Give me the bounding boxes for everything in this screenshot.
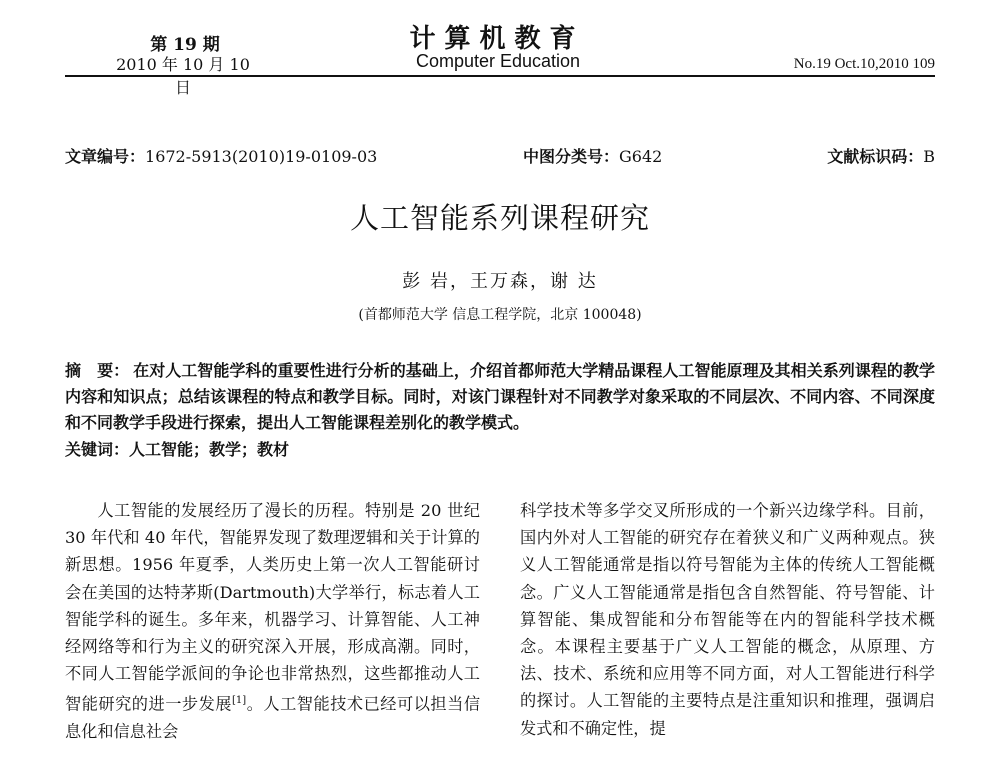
clc-label: 中图分类号：	[523, 147, 620, 166]
paper-affiliation: (首都师范大学 信息工程学院，北京 100048)	[358, 307, 642, 323]
body-paragraph: 科学技术等多学交叉所形成的一个新兴边缘学科。目前，国内外对人工智能的研究存在着狭义和广义两种观点。狭义人工智能通常是指以符号智能为主体的传统人工智能概念。广义人工智能通常是指包含自然智能、符号智能、计算智能、集成智能和分布智能等在内的智能科学技术概念。本课程主要基于广义人工智能的概念，从原理、方法、技术、系统和应用等不同方面，对人工智能进行科学的探讨。人工智能的主要特点是注重知识和推理，强调启发式和不确定性，提	[520, 501, 935, 738]
issue-info: No.19 Oct.10,2010 109	[793, 56, 935, 72]
abstract-label: 摘 要：	[65, 361, 130, 380]
journal-title-cn: 计算机教育	[409, 24, 585, 54]
abstract-text: 在对人工智能学科的重要性进行分析的基础上，介绍首都师范大学精品课程人工智能原理及其相关系列课程的教学内容和知识点；总结该课程的特点和教学目标。同时，对该门课程针对不同教学对象采取的不同层次、不同内容、不同深度和不同教学手段进行探索，提出人工智能课程差别化的教学模式。	[65, 361, 935, 432]
keywords-text: 人工智能；教学；教材	[129, 440, 290, 459]
article-number-label: 文章编号：	[65, 147, 146, 166]
clc-value: G642	[619, 147, 663, 166]
body-left-text: 人工智能的发展经历了漫长的历程。特别是 20 世纪 30 年代和 40 年代，智能界发现了数理逻辑和关于计算的新思想。1956 年夏季，人类历史上第一次人工智能研讨会在美国的达特茅斯(Dartmouth)大学举行，标志着人工智能学科的诞生。多年来，机器学习、计算智能、人工神经网络等和行为主义的研究深入开展，形成高潮。同时，不同人工智能学派间的争论也非常热烈，这些都推动人工智能研究的进一步发展	[65, 501, 480, 714]
document-code	[827, 144, 935, 167]
clc-number	[523, 144, 662, 167]
body-column-left	[65, 497, 480, 745]
abstract	[65, 358, 935, 436]
document-code-label: 文献标识码：	[827, 147, 924, 166]
article-number	[65, 144, 377, 167]
paper-authors: 彭 岩，王万森，谢 达	[402, 271, 598, 292]
issue-number: 第 19 期	[150, 35, 220, 55]
citation-ref: [1]	[232, 695, 247, 707]
keywords	[65, 437, 935, 463]
body-column-right	[520, 497, 935, 742]
document-code-value: B	[923, 147, 935, 166]
body-left-tail: 。人工智能技术已经可以担当信息化和信息社会	[65, 694, 481, 742]
paper-title: 人工智能系列课程研究	[349, 201, 650, 235]
keywords-label: 关键词：	[65, 440, 130, 459]
article-number-value: 1672-5913(2010)19-0109-03	[145, 147, 378, 166]
issue-date: 2010 年 10 月 10 日	[116, 55, 250, 97]
journal-title-en: Computer Education	[415, 51, 581, 71]
header-divider	[65, 75, 935, 77]
body-paragraph	[65, 497, 480, 745]
